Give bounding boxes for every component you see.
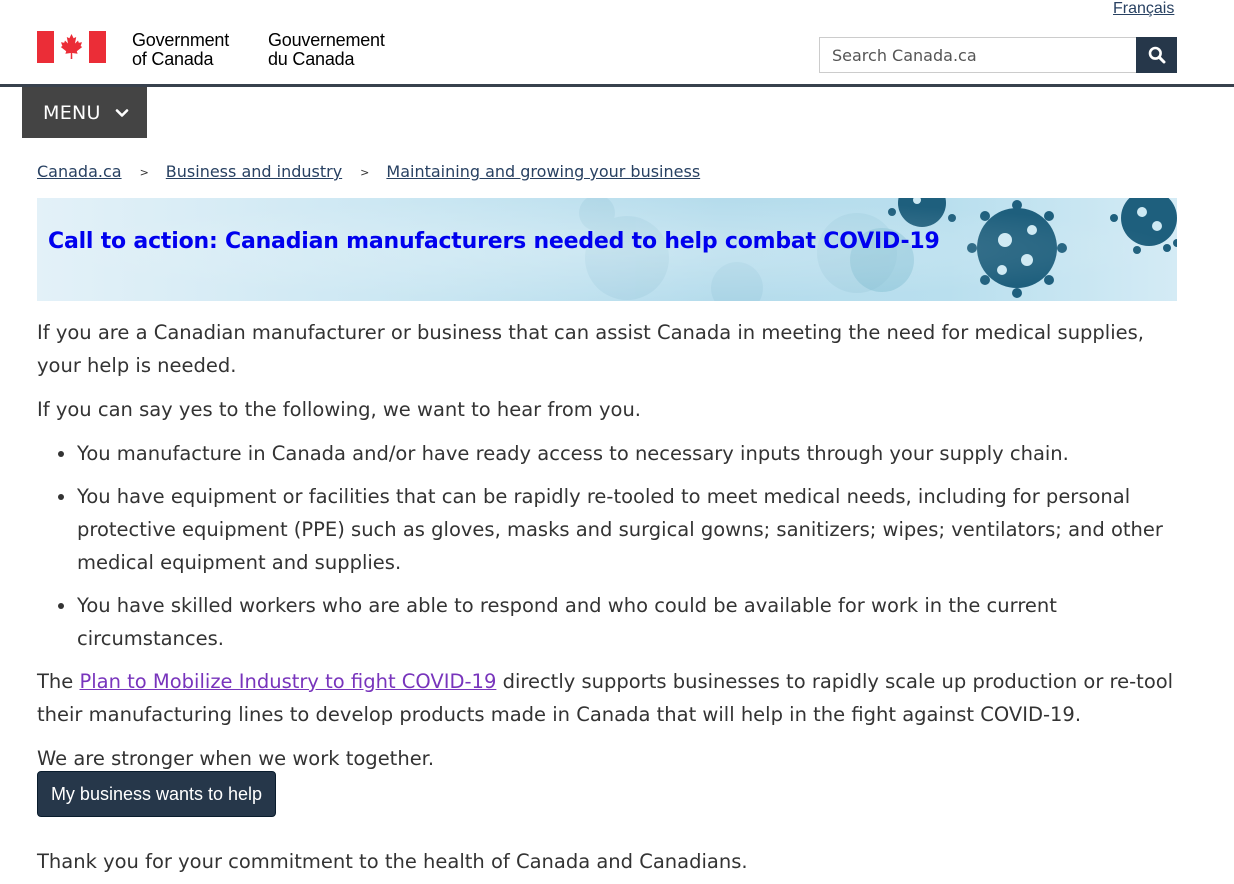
my-business-wants-to-help-button[interactable]: My business wants to help: [37, 771, 276, 817]
search-button[interactable]: [1136, 37, 1177, 73]
header-divider: [0, 84, 1234, 87]
banner-title: Call to action: Canadian manufacturers needed to help combat COVID-19: [48, 229, 940, 254]
search-icon: [1148, 46, 1166, 64]
logo-text-french: Gouvernement du Canada: [268, 30, 385, 69]
together-paragraph: We are stronger when we work together.: [37, 747, 435, 770]
intro-paragraph: If you are a Canadian manufacturer or business that can assist Canada in meeting the need for medical supplies, your help is needed.: [37, 321, 1144, 377]
breadcrumb: [37, 162, 700, 184]
plan-to-mobilize-link[interactable]: Plan to Mobilize Industry to fight COVID-19: [79, 670, 497, 693]
main-menu-button[interactable]: [22, 87, 147, 138]
list-item: • You manufacture in Canada and/or have ready access to necessary inputs through your supply chain.: [77, 437, 1177, 470]
language-toggle-link[interactable]: Français: [1113, 0, 1175, 17]
criteria-list: [77, 437, 1177, 655]
plan-paragraph: [37, 665, 1177, 731]
thanks-paragraph: Thank you for your commitment to the health of Canada and Canadians.: [37, 850, 748, 873]
chevron-down-icon: [115, 106, 129, 120]
logo-text-english: Government of Canada: [132, 30, 230, 69]
breadcrumb-link-maintaining-growing[interactable]: Maintaining and growing your business: [386, 162, 701, 181]
plan-suffix: directly supports businesses to rapidly scale up production or re-tool their manufacturing lines to develop products made in Canada that will help in the fight against COVID-19.: [37, 670, 1174, 726]
breadcrumb-separator: >: [360, 166, 370, 179]
lead-paragraph: If you can say yes to the following, we want to hear from you.: [37, 398, 641, 421]
menu-label: MENU: [43, 101, 101, 124]
list-item: • You have skilled workers who are able to respond and who could be available for work in the current circumstances.: [77, 589, 1177, 655]
site-search: [819, 37, 1177, 73]
plan-prefix: The: [37, 670, 80, 693]
list-item: • You have equipment or facilities that can be rapidly re-tooled to meet medical needs, including for personal protective equipment (PPE) such as gloves, masks and surgical gowns; sanitizers; wipes; ventilators; and other medical equipment and supplies.: [77, 480, 1177, 579]
breadcrumb-separator: >: [139, 166, 149, 179]
breadcrumb-link-canada[interactable]: Canada.ca: [37, 162, 122, 181]
main-content: [37, 316, 1177, 786]
government-of-canada-logo[interactable]: [37, 30, 385, 69]
breadcrumb-link-business-industry[interactable]: Business and industry: [165, 162, 343, 181]
search-input[interactable]: [819, 37, 1136, 73]
canada-flag-icon: [37, 31, 106, 63]
covid-banner: [37, 198, 1177, 301]
